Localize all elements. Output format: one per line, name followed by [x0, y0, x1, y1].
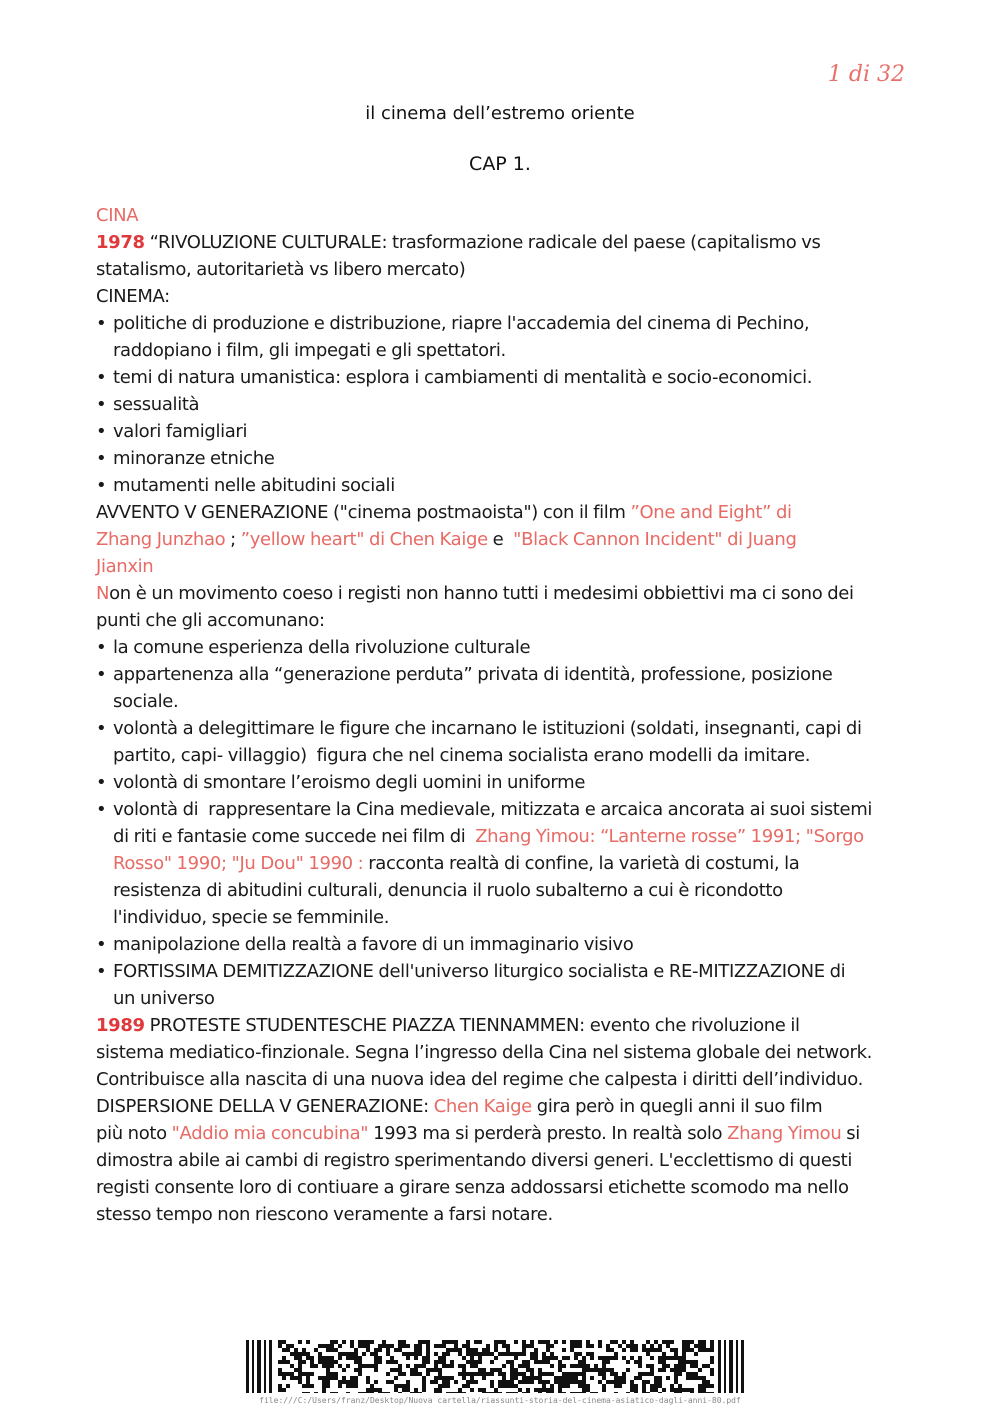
list-item	[96, 715, 911, 769]
director-name: Zhang Yimou	[727, 1123, 842, 1144]
text-line: resistenza di abitudini culturali, denuncia il ruolo subalterno a cui è ricondotto	[113, 880, 783, 901]
footer-file-path: file:///C:/Users/franz/Desktop/Nuova cartella/riassunti-storia-del-cinema-asiatico-dagli-anni-80.pdf	[259, 1396, 741, 1405]
section-heading-cina: CINA	[96, 205, 139, 226]
list-item: • volontà di smontare l’eroismo degli uomini in uniforme	[96, 769, 911, 796]
footer-barcode	[246, 1340, 746, 1393]
film-reference: Zhang Junzhao	[96, 529, 226, 550]
text-line: punti che gli accomunano:	[96, 610, 325, 631]
text-line: • FORTISSIMA DEMITIZZAZIONE dell'universo liturgico socialista e RE-MITIZZAZIONE di	[113, 961, 846, 982]
list-item	[96, 661, 911, 715]
text-span: on è un movimento coeso i registi non hanno tutti i medesimi obbiettivi ma ci sono dei	[109, 583, 854, 604]
text-line: raddopiano i film, gli impegati e gli spettatori.	[113, 340, 506, 361]
text-line: • appartenenza alla “generazione perduta” privata di identità, professione, posizione	[113, 664, 833, 685]
chapter-heading: CAP 1.	[469, 153, 531, 175]
film-reference: Rosso" 1990; "Ju Dou" 1990 :	[113, 853, 369, 874]
paragraph-1989	[96, 1012, 911, 1039]
text-line	[96, 1120, 911, 1147]
document-title: il cinema dell’estremo oriente	[365, 103, 635, 124]
text-span: racconta realtà di confine, la varietà di costumi, la	[368, 853, 800, 874]
list-item: • sessualità	[96, 391, 911, 418]
film-reference: ”One and Eight” di	[630, 502, 792, 523]
text-span: si	[841, 1123, 860, 1144]
director-name: Chen Kaige	[433, 1096, 532, 1117]
film-reference: Zhang Yimou: “Lanterne rosse” 1991; "Sorgo	[475, 826, 864, 847]
page-number: 1 di 32	[827, 62, 905, 87]
paragraph-movimento	[96, 580, 911, 607]
paragraph-avvento	[96, 499, 911, 526]
text-span: e	[487, 529, 514, 550]
text-line: registi consente loro di contiuare a girare senza addossarsi etichette scomodo ma nello	[96, 1177, 849, 1198]
text-span: ;	[225, 529, 241, 550]
text-line: • politiche di produzione e distribuzione, riapre l'accademia del cinema di Pechino,	[113, 313, 810, 334]
document-body	[96, 202, 911, 1228]
text-line: un universo	[113, 988, 215, 1009]
paragraph-1978	[96, 229, 911, 256]
text-span: di riti e fantasie come succede nei film di	[113, 826, 476, 847]
text-line: sociale.	[113, 691, 179, 712]
text-line	[96, 526, 911, 553]
list-item	[96, 958, 911, 1012]
text-line: sistema mediatico-finzionale. Segna l’ingresso della Cina nel sistema globale dei network.	[96, 1042, 873, 1063]
text-line: statalismo, autoritarietà vs libero mercato)	[96, 259, 466, 280]
text-span: gira però in quegli anni il suo film	[531, 1096, 823, 1117]
text-span: DISPERSIONE DELLA V GENERAZIONE:	[96, 1096, 434, 1117]
text-line	[113, 850, 911, 877]
drop-initial: N	[96, 583, 110, 604]
text-line	[113, 823, 911, 850]
text-span: PROTESTE STUDENTESCHE PIAZZA TIENNAMMEN: evento che rivoluzione il	[144, 1015, 800, 1036]
text-span: “RIVOLUZIONE CULTURALE: trasformazione radicale del paese (capitalismo vs	[144, 232, 821, 253]
film-reference: ”yellow heart" di Chen Kaige	[240, 529, 488, 550]
year-1978: 1978	[96, 232, 145, 253]
list-item: • la comune esperienza della rivoluzione culturale	[96, 634, 911, 661]
cinema-heading: CINEMA:	[96, 286, 170, 307]
list-item: • temi di natura umanistica: esplora i cambiamenti di mentalità e socio-economici.	[96, 364, 911, 391]
list-item: • mutamenti nelle abitudini sociali	[96, 472, 911, 499]
text-line: dimostra abile ai cambi di registro sperimentando diversi generi. L'ecclettismo di questi	[96, 1150, 852, 1171]
text-line: l'individuo, specie se femminile.	[113, 907, 390, 928]
text-line: • volontà di rappresentare la Cina medievale, mitizzata e arcaica ancorata ai suoi sistemi	[113, 799, 873, 820]
list-item: • manipolazione della realtà a favore di un immaginario visivo	[96, 931, 911, 958]
film-reference: Jianxin	[96, 556, 154, 577]
text-span: AVVENTO V GENERAZIONE ("cinema postmaoista") con il film	[96, 502, 631, 523]
list-item	[96, 310, 911, 364]
text-line: stesso tempo non riescono veramente a farsi notare.	[96, 1204, 553, 1225]
text-span: 1993 ma si perderà presto. In realtà solo	[368, 1123, 728, 1144]
film-reference: "Black Cannon Incident" di Juang	[513, 529, 797, 550]
text-line	[96, 1093, 911, 1120]
text-line: partito, capi- villaggio) figura che nel cinema socialista erano modelli da imitare.	[113, 745, 811, 766]
list-item: • minoranze etniche	[96, 445, 911, 472]
year-1989: 1989	[96, 1015, 145, 1036]
text-line: Contribuisce alla nascita di una nuova idea del regime che calpesta i diritti dell’individuo.	[96, 1069, 863, 1090]
list-item	[96, 796, 911, 931]
text-line: • volontà a delegittimare le figure che incarnano le istituzioni (soldati, insegnanti, capi di	[113, 718, 862, 739]
list-item: • valori famigliari	[96, 418, 911, 445]
film-reference: "Addio mia concubina"	[171, 1123, 369, 1144]
text-span: più noto	[96, 1123, 172, 1144]
